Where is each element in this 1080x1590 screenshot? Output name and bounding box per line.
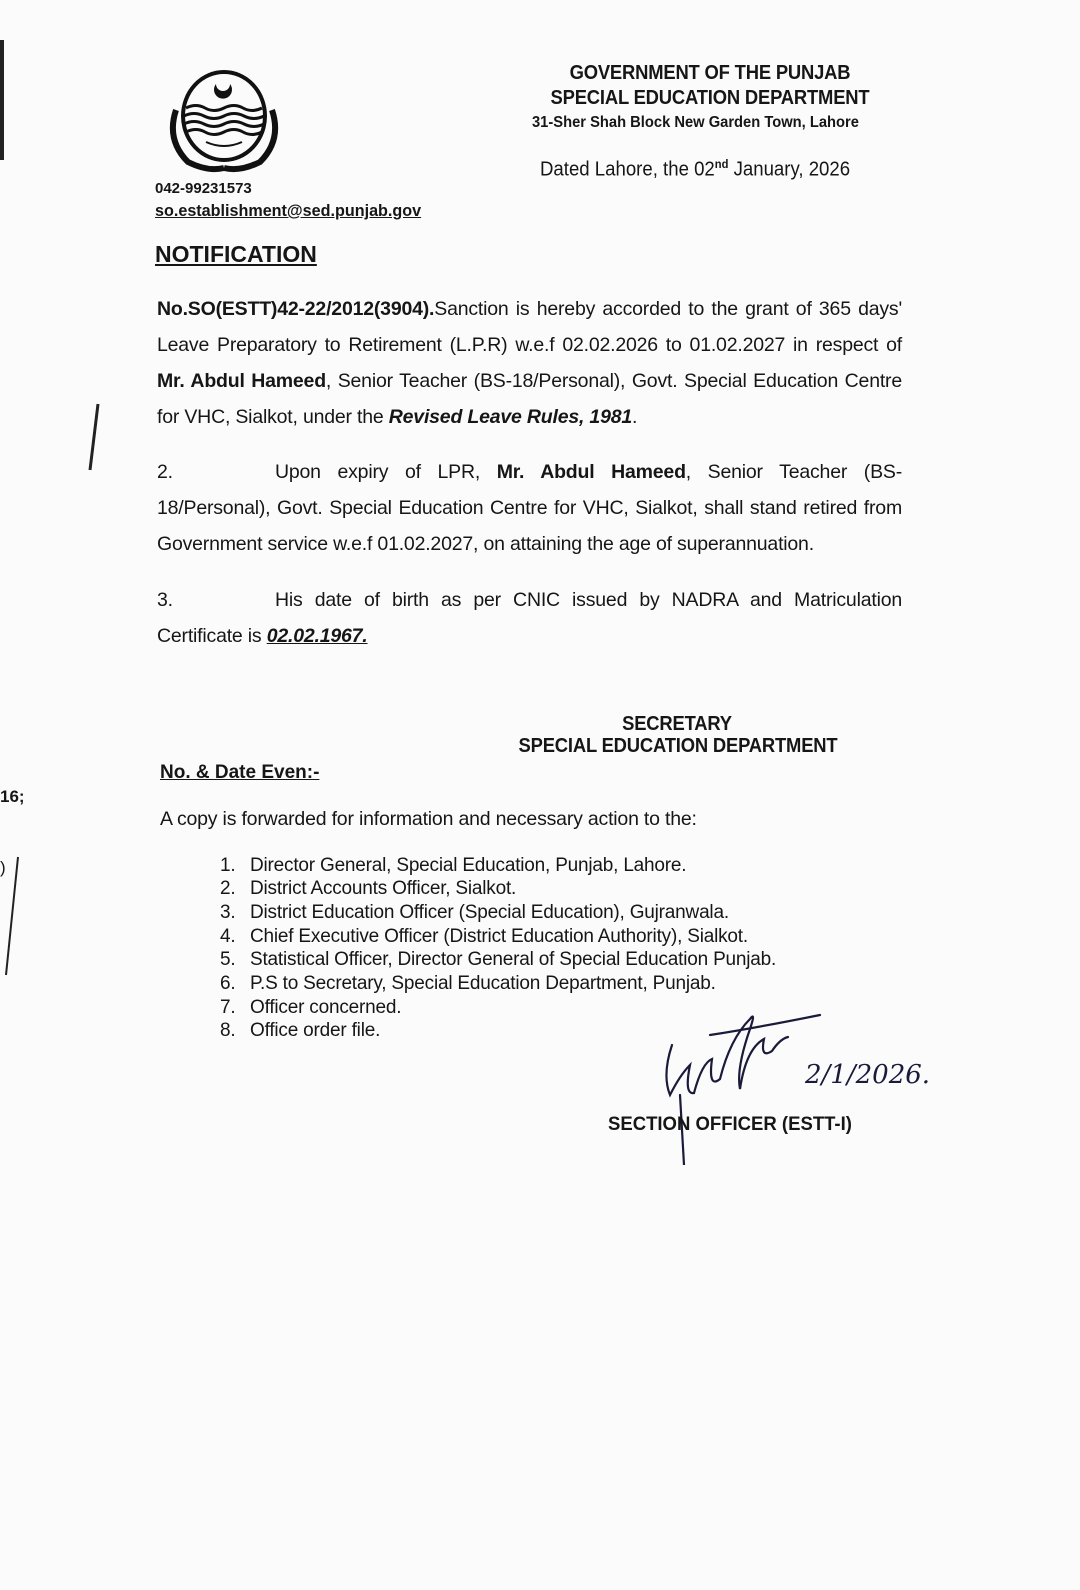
list-item: 7. Officer concerned.: [220, 997, 402, 1018]
list-item: 8. Office order file.: [220, 1020, 381, 1041]
notification-title: NOTIFICATION: [155, 241, 317, 267]
paragraph-1: No.SO(ESTT)42-22/2012(3904).Sanction is hereby accorded to the grant of 365 days' Leave Preparatory to Retirement (L.P.R) w.e.f 02.02.2026 to 01.02.2027 in respect of Mr. Abdul Hameed, Senior Teacher (BS-18/Personal), Govt. Special Education Centre for VHC, Sialkot, under the Revised Leave Rules, 1981.: [157, 298, 902, 428]
phone-number: 042-99231573: [155, 180, 252, 197]
paragraph-2: 2. Upon expiry of LPR, Mr. Abdul Hameed, Senior Teacher (BS-18/Personal), Govt. Special Education Centre for VHC, Sialkot, shall stand retired from Government service w.e.f 01.02.2027, on attaining the age of superannuation.: [157, 461, 902, 555]
copy-intro: A copy is forwarded for information and necessary action to the:: [160, 808, 697, 830]
list-item: 4. Chief Executive Officer (District Education Authority), Sialkot.: [220, 926, 748, 947]
list-item: 3. District Education Officer (Special Education), Gujranwala.: [220, 902, 729, 923]
margin-mark-text: ): [0, 858, 6, 877]
punjab-emblem-logo: [162, 70, 286, 176]
secretary-title: SECRETARY: [622, 713, 732, 735]
section-officer-title: SECTION OFFICER (ESTT-I): [608, 1113, 852, 1135]
secretary-department: SPECIAL EDUCATION DEPARTMENT: [518, 735, 838, 757]
paragraph-3: 3. His date of birth as per CNIC issued by NADRA and Matriculation Certificate is 02.02.1967.: [157, 589, 902, 647]
margin-pen-mark: [84, 400, 104, 475]
scan-edge: [0, 40, 4, 160]
email-link[interactable]: so.establishment@sed.punjab.gov: [155, 201, 422, 220]
margin-pen-mark: [0, 855, 24, 980]
copy-heading: No. & Date Even:-: [160, 762, 320, 783]
signature-date: 2/1/2026.: [805, 1060, 930, 1090]
list-item: 1. Director General, Special Education, Punjab, Lahore.: [220, 855, 687, 876]
list-item: 6. P.S to Secretary, Special Education Department, Punjab.: [220, 973, 716, 994]
list-item: 2. District Accounts Officer, Sialkot.: [220, 878, 517, 899]
list-item: 5. Statistical Officer, Director General of Special Education Punjab.: [220, 949, 777, 970]
letterhead-address: 31-Sher Shah Block New Garden Town, Lahore: [532, 114, 859, 131]
dated-line: Dated Lahore, the 02nd January, 2026: [540, 157, 851, 181]
letterhead-department: SPECIAL EDUCATION DEPARTMENT: [550, 87, 870, 109]
handwritten-signature: [650, 1005, 930, 1165]
letterhead-government: GOVERNMENT OF THE PUNJAB: [569, 62, 851, 84]
margin-mark-text: 16;: [0, 787, 25, 806]
